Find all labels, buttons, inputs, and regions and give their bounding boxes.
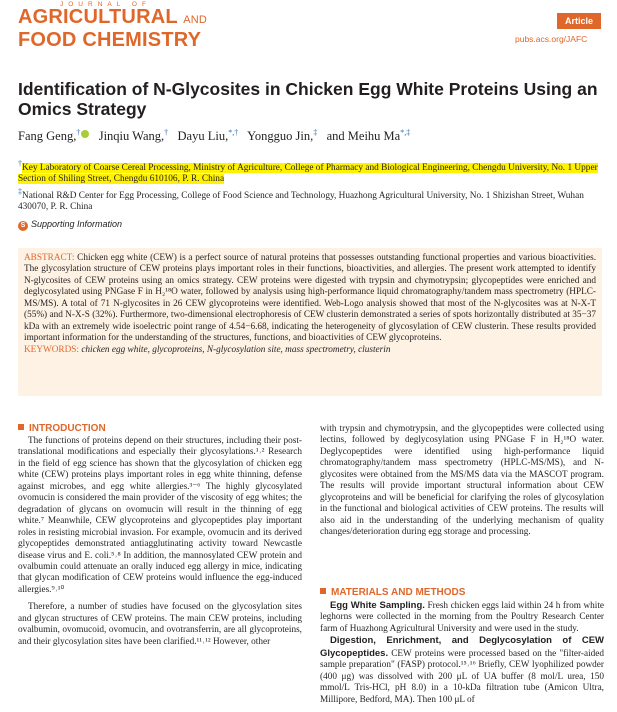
subsection-text: Fresh chicken eggs laid within 24 h from white leghorns were collected in the morning from the Poultry Research Center farm of Huazhong Agricultural University and were used in the study. — [320, 601, 604, 634]
author-name[interactable]: Yongguo Jin, — [247, 129, 314, 144]
materials-methods-heading-text: MATERIALS AND METHODS — [331, 587, 466, 598]
abstract-label: ABSTRACT: — [24, 253, 75, 263]
author-mark: ‡ — [313, 128, 318, 137]
affiliation-1 — [18, 158, 603, 185]
article-type-badge: Article — [557, 13, 601, 29]
affiliation-mark: † — [18, 159, 22, 168]
subsection-text: CEW proteins were processed based on the "filter-aided sample preparation" (FASP) protocol.¹⁵˒¹⁶ Briefly, CEW lyophilized powder (400 μg) was dissolved with 200 μL of UA buffer (8 mol/L urea, 150 mmol/L Tris-HCl, pH 8.0) in a 10-kDa filtration tube (Amicon Ultra, Millipore, Bedford, MA). Then 100 μL of — [320, 648, 604, 705]
abstract-text: Chicken egg white (CEW) is a perfect source of natural proteins that possesses outstanding functional properties and various bioactivities. The glycosylation structure of CEW proteins plays important roles in their functions, bioactivities, and allergies. The present work attempted to identify N-glycosites of CEW proteins using an omics strategy. CEW proteins were digested with trypsin and chymotrypsin; glycopeptides were enriched and deglycosylated using PNGase F in H₂¹⁸O water, followed by analysis using high-performance liquid chromatography/tandem mass spectrometry (HPLC-MS/MS). A total of 71 N-glycosites in 26 CEW glycoproteins were identified. Web-Logo analysis showed that most of the N-glycosites was at N-X-T (55%) and N-X-S (32%). Furthermore, two-dimensional electrophoresis of CEW clusterin demonstrated a series of spots horizontally distributed at 35−37 kDa with an extremely wide isoelectric point range of 4.54−6.68, indicating the heterogeneity of glycosylation of CEW clusterin. These results provided important information for the understanding of the structures, functions, and bioactivities of CEW glycoproteins. — [24, 253, 597, 344]
paper-title: Identification of N-Glycosites in Chicken Egg White Proteins Using an Omics Strategy — [18, 79, 598, 119]
subsection-title: Egg White Sampling. — [330, 600, 425, 611]
author-name[interactable]: Dayu Liu, — [177, 129, 229, 144]
author-name[interactable]: Jinqiu Wang, — [98, 129, 165, 144]
right-paragraph-1: with trypsin and chymotrypsin, and the glycopeptides were collected using lectins, followed by deglycosylation using PNGase F in H₂¹⁸O water. Deglycopeptides were identified using high-performance liquid chromatography/tandem mass spectrometry (HPLC-MS/MS), and N-glycosites were obtained from the MS/MS data via the MASCOT program. The results will provide important structural information about CEW glycoproteins and will be beneficial for clarifying the roles of glycosylation in the functional and biological activities of CEW proteins. The results will also aid in the understanding of the underlying mechanism of quality changes/deterioration during egg storage and processing. — [320, 424, 604, 538]
keywords-label: KEYWORDS: — [24, 344, 79, 355]
intro-paragraph-2: Therefore, a number of studies have focused on the glycosylation sites and glycan structures of CEW proteins. The main CEW proteins, including ovalbumin, ovomucoid, ovomucin, and ovotransferrin, are all glycoproteins, and their glycosylation sites have been clarified.¹¹˒¹² However, other — [18, 602, 302, 647]
supporting-info-label: Supporting Information — [31, 219, 123, 229]
author-mark: *,† — [228, 128, 239, 137]
supporting-information-link[interactable] — [18, 219, 122, 231]
methods-column — [320, 600, 604, 706]
journal-kicker: JOURNAL OF — [60, 1, 151, 8]
journal-title-line1 — [18, 6, 207, 29]
subsection-title: Digestion, Enrichment, and Deglycosylation of CEW Glycopeptides. — [320, 635, 604, 659]
author-mark: † — [164, 128, 169, 137]
affiliation-text: Key Laboratory of Coarse Cereal Processing, Ministry of Agriculture, College of Pharmacy and Biological Engineering, Chengdu University, No. 1 Upper Section of Shiling Street, Chengdu 610106, P. R. China — [18, 163, 598, 185]
introduction-column — [18, 436, 302, 648]
orcid-icon[interactable] — [81, 130, 89, 138]
right-column-top — [320, 424, 604, 539]
journal-title-line2: FOOD CHEMISTRY — [18, 29, 202, 51]
methods-paragraph-2 — [320, 635, 604, 706]
journal-url-link[interactable]: pubs.acs.org/JAFC — [515, 34, 588, 44]
author-name[interactable]: Fang Geng, — [18, 129, 77, 144]
intro-paragraph-1: The functions of proteins depend on their structures, including their post-translational modifications and especially their glycosylations.¹˒² Research in the field of egg science has shown that the glycosylation of chicken egg white (CEW) proteins plays important roles in egg white thinning, defense against microbes, and egg white allergies.³⁻⁶ The highly glycosylated ovomucin is considered the main provider of the viscosity of egg whites; the degradation of glycans on ovomucin will result in the thinning of egg white.⁷ Meanwhile, CEW glycoproteins and glycopeptides play important roles in resisting microbial invasion. For example, ovomucin and its derived glycopeptides demonstrated antiagglutinating activity toward Newcastle disease virus and E. coli.⁵˒⁸ In addition, the mannosylated CEW protein and ovalbumin could attenuate an orally induced egg allergy in mice, indicating that glycan modification of CEW proteins would influence the egg-induced allergies.⁹˒¹⁰ — [18, 436, 302, 595]
journal-title-and: AND — [183, 14, 208, 26]
author-name[interactable]: and Meihu Ma — [326, 129, 401, 144]
supporting-info-icon: S — [18, 221, 28, 231]
author-mark: *,‡ — [400, 128, 411, 137]
keywords-text: chicken egg white, glycoproteins, N-glycosylation site, mass spectrometry, clusterin — [81, 344, 391, 355]
author-list — [18, 128, 410, 144]
affiliation-text: National R&D Center for Egg Processing, College of Food Science and Technology, Huazhong Agricultural University, No. 1 Shizishan Street, Wuhan 430070, P. R. China — [18, 191, 584, 213]
affiliation-2 — [18, 186, 603, 213]
materials-methods-heading — [320, 587, 465, 598]
introduction-heading-text: INTRODUCTION — [29, 423, 106, 434]
introduction-heading — [18, 423, 106, 434]
methods-paragraph-1 — [320, 600, 604, 635]
journal-title-agricultural: AGRICULTURAL — [18, 6, 178, 28]
keywords-line — [24, 345, 596, 356]
affiliation-mark: ‡ — [18, 187, 22, 196]
abstract-box — [18, 248, 602, 396]
author-mark: † — [76, 128, 81, 137]
